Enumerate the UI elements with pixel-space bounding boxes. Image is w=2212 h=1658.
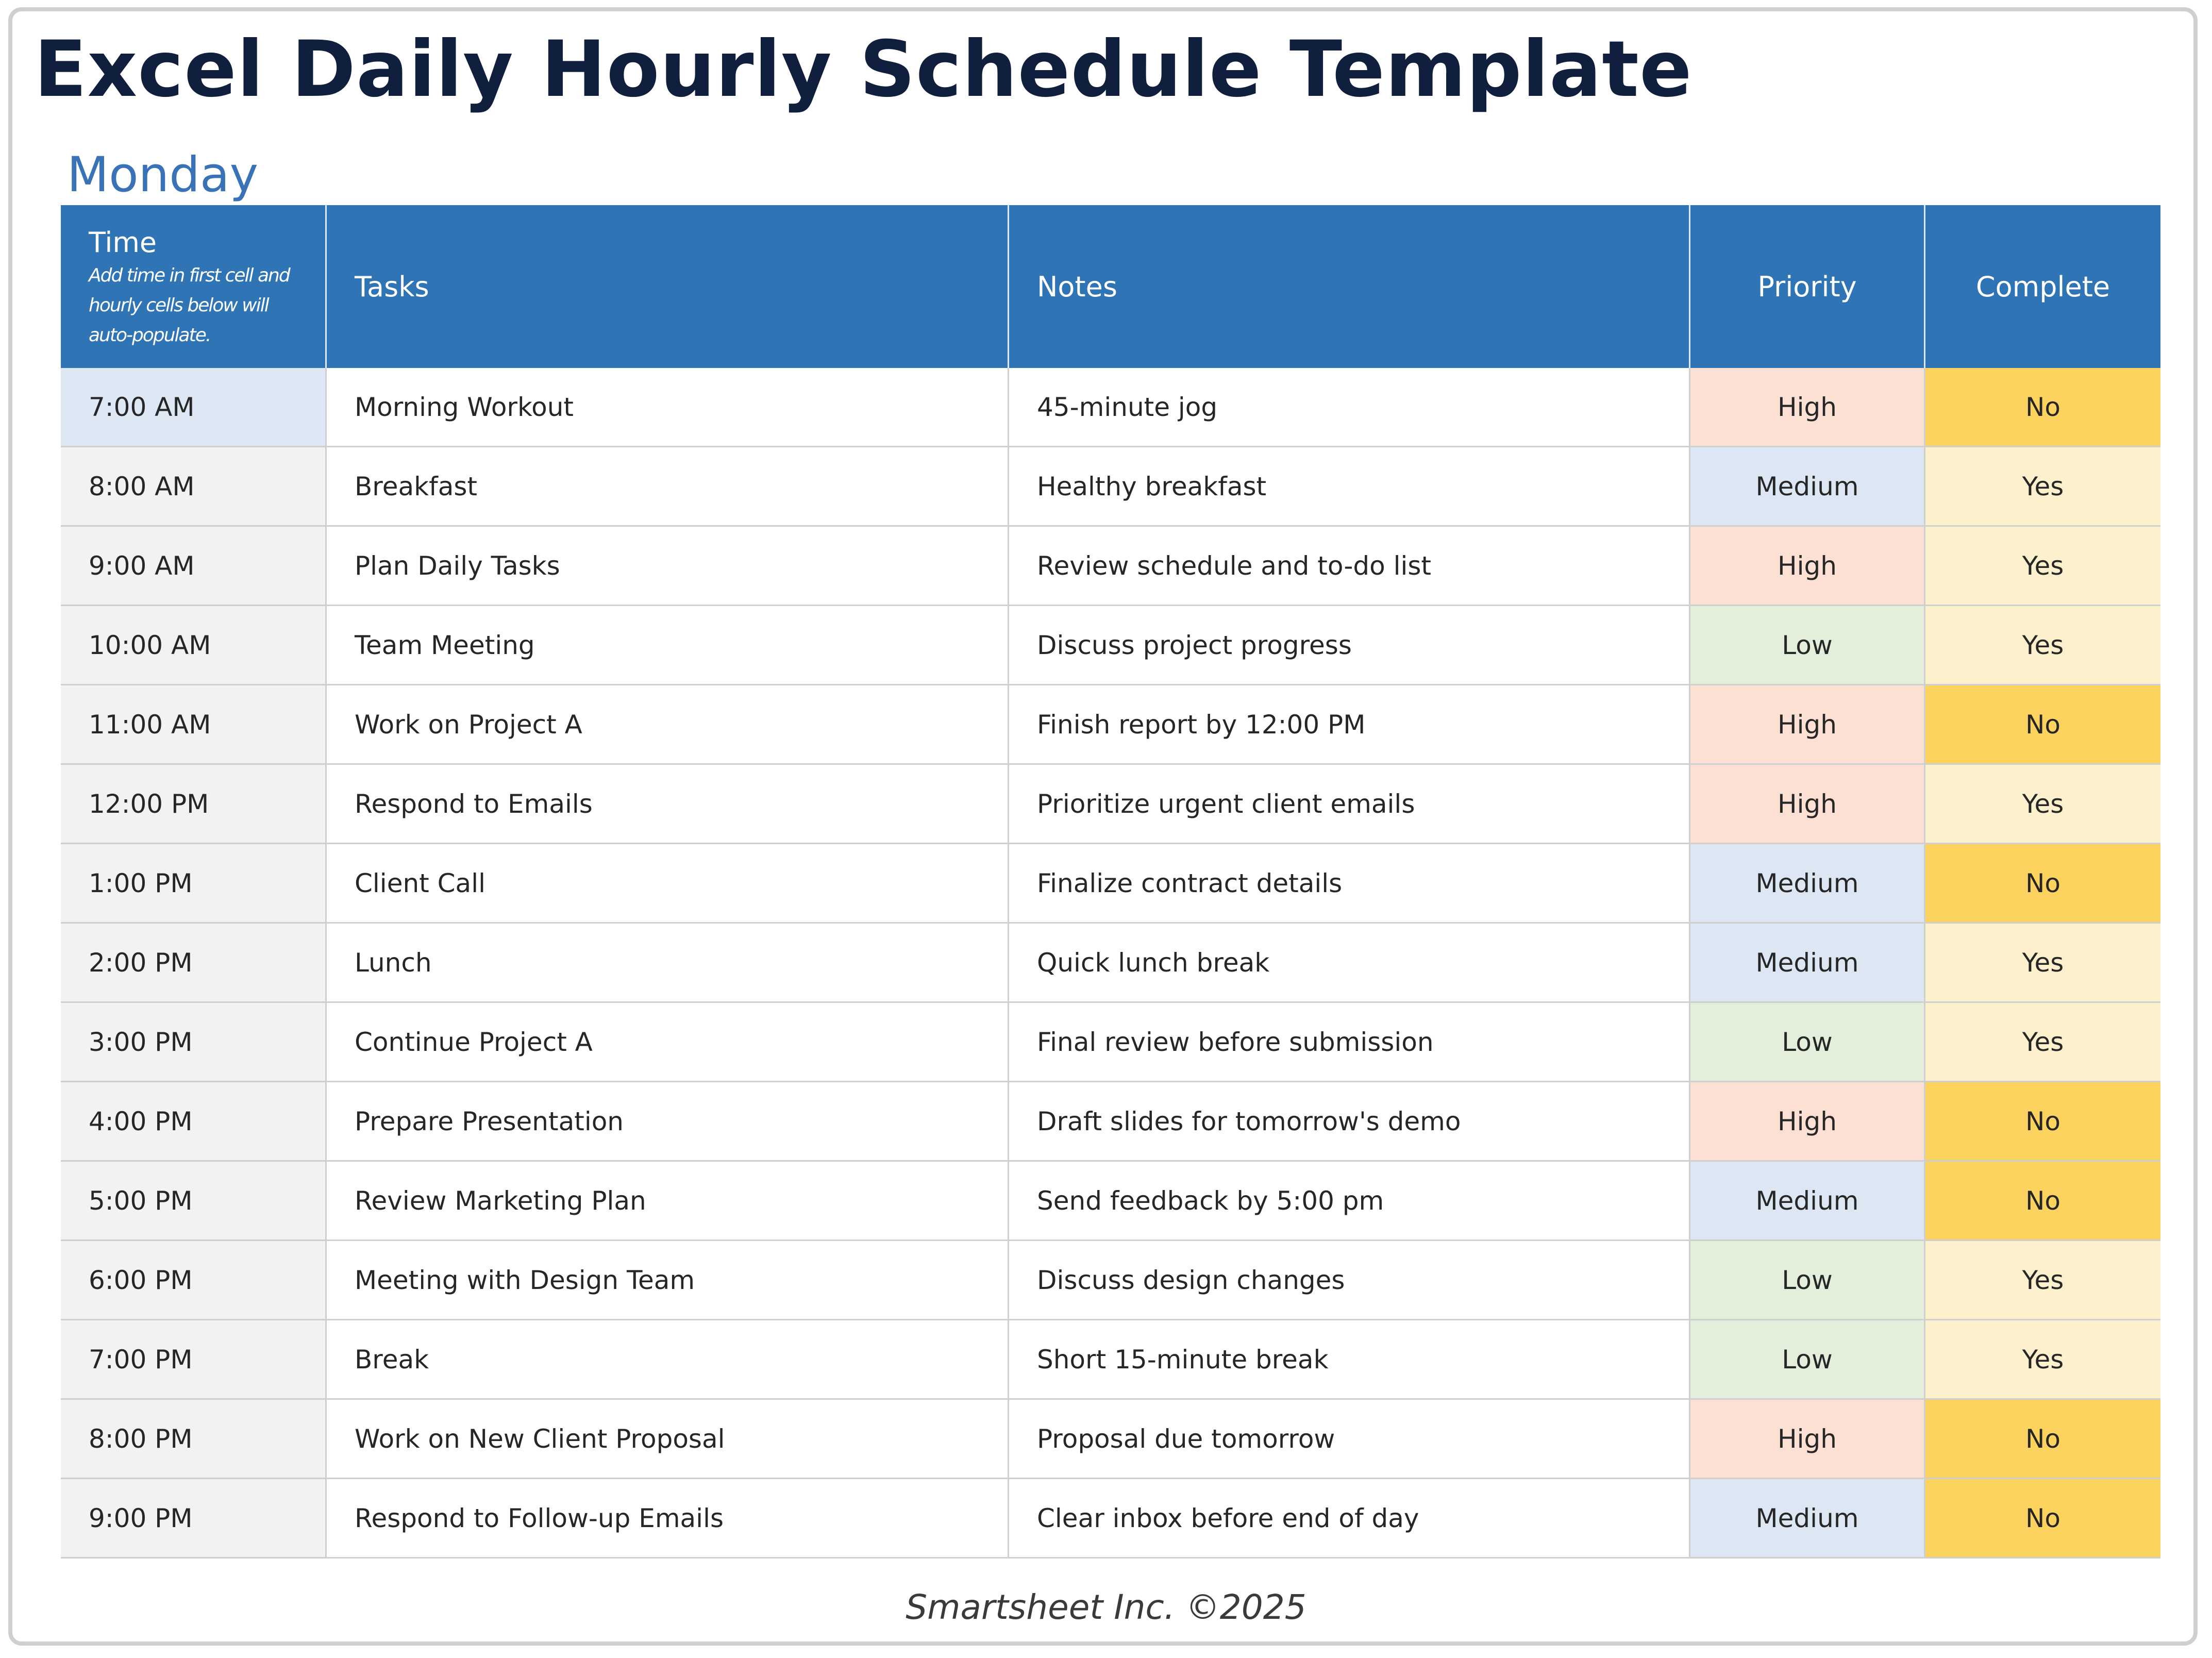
cell-task[interactable]: Work on New Client Proposal: [327, 1400, 1009, 1479]
cell-time[interactable]: 7:00 PM: [61, 1320, 327, 1400]
cell-complete[interactable]: No: [1925, 1479, 2160, 1559]
cell-task[interactable]: Respond to Emails: [327, 765, 1009, 844]
cell-complete[interactable]: Yes: [1925, 924, 2160, 1003]
cell-notes[interactable]: Quick lunch break: [1009, 924, 1690, 1003]
cell-priority[interactable]: High: [1690, 1082, 1925, 1162]
cell-task[interactable]: Review Marketing Plan: [327, 1162, 1009, 1241]
schedule-table: [61, 205, 2160, 1559]
cell-task[interactable]: Meeting with Design Team: [327, 1241, 1009, 1320]
table-row: [61, 1003, 2160, 1082]
cell-task[interactable]: Break: [327, 1320, 1009, 1400]
table-row: [61, 1162, 2160, 1241]
cell-complete[interactable]: Yes: [1925, 1241, 2160, 1320]
cell-time[interactable]: 7:00 AM: [61, 368, 327, 447]
cell-priority[interactable]: High: [1690, 527, 1925, 606]
cell-complete[interactable]: Yes: [1925, 1003, 2160, 1082]
cell-priority[interactable]: Medium: [1690, 1162, 1925, 1241]
cell-complete[interactable]: Yes: [1925, 527, 2160, 606]
header-time-note: Add time in first cell and hourly cells below will auto-populate.: [89, 265, 290, 346]
header-priority[interactable]: Priority: [1690, 205, 1925, 368]
cell-task[interactable]: Plan Daily Tasks: [327, 527, 1009, 606]
cell-notes[interactable]: 45-minute jog: [1009, 368, 1690, 447]
header-time[interactable]: [61, 205, 327, 368]
cell-task[interactable]: Team Meeting: [327, 606, 1009, 685]
cell-task[interactable]: Continue Project A: [327, 1003, 1009, 1082]
table-row: [61, 1241, 2160, 1320]
table-row: [61, 765, 2160, 844]
cell-time[interactable]: 2:00 PM: [61, 924, 327, 1003]
table-row: [61, 844, 2160, 924]
cell-priority[interactable]: Medium: [1690, 1479, 1925, 1559]
cell-complete[interactable]: No: [1925, 368, 2160, 447]
cell-priority[interactable]: High: [1690, 368, 1925, 447]
cell-notes[interactable]: Draft slides for tomorrow's demo: [1009, 1082, 1690, 1162]
cell-time[interactable]: 9:00 AM: [61, 527, 327, 606]
cell-notes[interactable]: Send feedback by 5:00 pm: [1009, 1162, 1690, 1241]
cell-time[interactable]: 3:00 PM: [61, 1003, 327, 1082]
cell-complete[interactable]: No: [1925, 1162, 2160, 1241]
table-row: [61, 527, 2160, 606]
cell-priority[interactable]: Medium: [1690, 924, 1925, 1003]
cell-priority[interactable]: High: [1690, 765, 1925, 844]
table-row: [61, 1479, 2160, 1559]
table-row: [61, 1082, 2160, 1162]
cell-time[interactable]: 1:00 PM: [61, 844, 327, 924]
cell-task[interactable]: Client Call: [327, 844, 1009, 924]
table-body: [61, 368, 2160, 1559]
cell-priority[interactable]: Low: [1690, 1320, 1925, 1400]
cell-notes[interactable]: Review schedule and to-do list: [1009, 527, 1690, 606]
cell-priority[interactable]: High: [1690, 1400, 1925, 1479]
cell-notes[interactable]: Finalize contract details: [1009, 844, 1690, 924]
table-row: [61, 606, 2160, 685]
cell-complete[interactable]: Yes: [1925, 765, 2160, 844]
header-time-label: Time: [89, 226, 157, 259]
cell-complete[interactable]: No: [1925, 1400, 2160, 1479]
day-label: Monday: [67, 147, 259, 203]
cell-complete[interactable]: Yes: [1925, 1320, 2160, 1400]
table-header-row: [61, 205, 2160, 368]
table-row: [61, 368, 2160, 447]
cell-time[interactable]: 11:00 AM: [61, 685, 327, 765]
cell-task[interactable]: Breakfast: [327, 447, 1009, 527]
cell-task[interactable]: Lunch: [327, 924, 1009, 1003]
cell-priority[interactable]: Medium: [1690, 844, 1925, 924]
cell-time[interactable]: 12:00 PM: [61, 765, 327, 844]
table-row: [61, 447, 2160, 527]
cell-task[interactable]: Morning Workout: [327, 368, 1009, 447]
header-complete[interactable]: Complete: [1925, 205, 2160, 368]
cell-priority[interactable]: High: [1690, 685, 1925, 765]
cell-notes[interactable]: Proposal due tomorrow: [1009, 1400, 1690, 1479]
table-row: [61, 924, 2160, 1003]
cell-complete[interactable]: No: [1925, 1082, 2160, 1162]
header-notes[interactable]: Notes: [1009, 205, 1690, 368]
cell-notes[interactable]: Clear inbox before end of day: [1009, 1479, 1690, 1559]
footer-copyright: Smartsheet Inc. ©2025: [906, 1587, 1306, 1627]
cell-notes[interactable]: Final review before submission: [1009, 1003, 1690, 1082]
cell-time[interactable]: 9:00 PM: [61, 1479, 327, 1559]
cell-priority[interactable]: Low: [1690, 1241, 1925, 1320]
cell-priority[interactable]: Low: [1690, 606, 1925, 685]
cell-complete[interactable]: No: [1925, 685, 2160, 765]
cell-task[interactable]: Respond to Follow-up Emails: [327, 1479, 1009, 1559]
cell-time[interactable]: 6:00 PM: [61, 1241, 327, 1320]
cell-complete[interactable]: No: [1925, 844, 2160, 924]
cell-time[interactable]: 10:00 AM: [61, 606, 327, 685]
header-tasks[interactable]: Tasks: [327, 205, 1009, 368]
cell-time[interactable]: 8:00 PM: [61, 1400, 327, 1479]
cell-notes[interactable]: Short 15-minute break: [1009, 1320, 1690, 1400]
table-row: [61, 1320, 2160, 1400]
cell-priority[interactable]: Low: [1690, 1003, 1925, 1082]
cell-task[interactable]: Prepare Presentation: [327, 1082, 1009, 1162]
cell-complete[interactable]: Yes: [1925, 447, 2160, 527]
cell-priority[interactable]: Medium: [1690, 447, 1925, 527]
cell-notes[interactable]: Healthy breakfast: [1009, 447, 1690, 527]
cell-time[interactable]: 8:00 AM: [61, 447, 327, 527]
cell-task[interactable]: Work on Project A: [327, 685, 1009, 765]
cell-time[interactable]: 4:00 PM: [61, 1082, 327, 1162]
table-row: [61, 685, 2160, 765]
cell-time[interactable]: 5:00 PM: [61, 1162, 327, 1241]
cell-notes[interactable]: Finish report by 12:00 PM: [1009, 685, 1690, 765]
page-title: Excel Daily Hourly Schedule Template: [34, 25, 1692, 114]
cell-notes[interactable]: Discuss design changes: [1009, 1241, 1690, 1320]
cell-notes[interactable]: Discuss project progress: [1009, 606, 1690, 685]
cell-notes[interactable]: Prioritize urgent client emails: [1009, 765, 1690, 844]
cell-complete[interactable]: Yes: [1925, 606, 2160, 685]
table-row: [61, 1400, 2160, 1479]
